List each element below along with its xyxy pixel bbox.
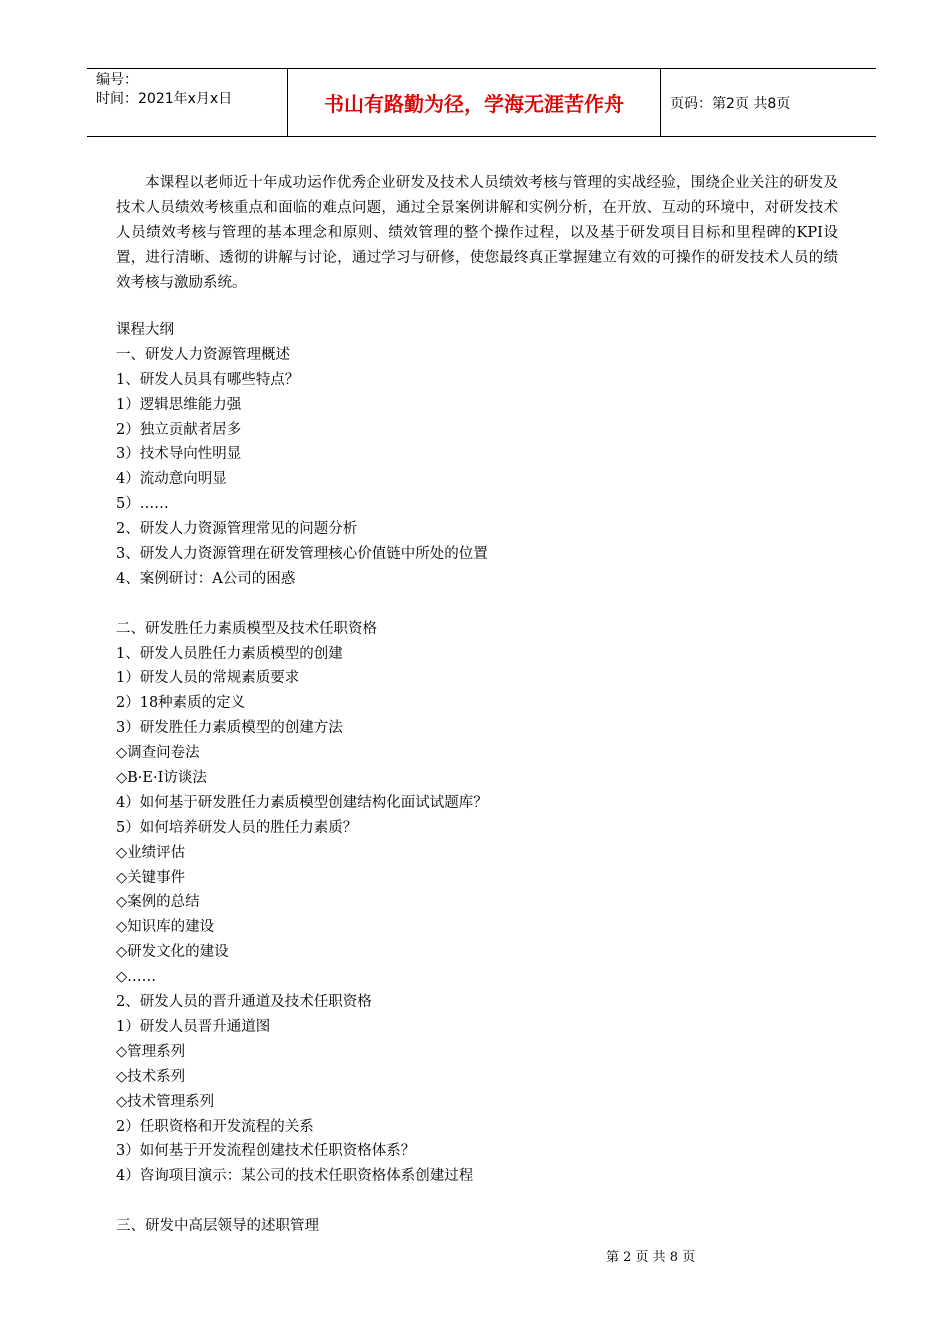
outline-line: 5）…… xyxy=(116,496,169,513)
outline-line: 3、研发人力资源管理在研发管理核心价值链中所处的位置 xyxy=(116,546,488,563)
outline-line: 三、研发中高层领导的述职管理 xyxy=(116,1218,319,1235)
outline-line: ◇…… xyxy=(116,969,157,986)
outline-line: 一、研发人力资源管理概述 xyxy=(116,346,290,363)
outline-line: 1）研发人员晋升通道图 xyxy=(116,1018,271,1035)
outline-line: 2）18种素质的定义 xyxy=(116,695,246,712)
outline-line: ◇技术系列 xyxy=(116,1068,186,1085)
outline-line: 2、研发人员的晋升通道及技术任职资格 xyxy=(116,994,372,1011)
blank-line xyxy=(116,1189,838,1214)
outline-line: ◇B·E·I访谈法 xyxy=(116,770,207,787)
outline-line: 课程大纲 xyxy=(116,322,174,338)
header-page-number: 页码：第2页 共8页 xyxy=(670,95,791,112)
outline-line: 2）任职资格和开发流程的关系 xyxy=(116,1118,314,1135)
blank-line xyxy=(116,592,838,617)
outline-line: 3）如何基于开发流程创建技术任职资格体系？ xyxy=(116,1143,416,1160)
outline-line: ◇案例的总结 xyxy=(116,894,200,911)
outline-line: ◇调查问卷法 xyxy=(116,745,200,762)
outline-line: ◇业绩评估 xyxy=(116,844,186,861)
outline-line: 1、研发人员胜任力素质模型的创建 xyxy=(116,645,343,662)
outline-line: 二、研发胜任力素质模型及技术任职资格 xyxy=(116,620,377,637)
outline-line: 2）独立贡献者居多 xyxy=(116,421,242,438)
outline-line: 1、研发人员具有哪些特点？ xyxy=(116,371,300,388)
outline-line: 4）流动意向明显 xyxy=(116,471,227,488)
outline-line: ◇关键事件 xyxy=(116,869,186,886)
document-date: 时间：2021年x月x日 xyxy=(96,91,233,107)
outline-line: ◇管理系列 xyxy=(116,1043,186,1060)
outline-line: ◇技术管理系列 xyxy=(116,1093,215,1110)
outline-line: 4）如何基于研发胜任力素质模型创建结构化面试试题库？ xyxy=(116,794,488,811)
header-motto: 书山有路勤为径，学海无涯苦作舟 xyxy=(287,69,661,136)
outline-line: 5）如何培养研发人员的胜任力素质？ xyxy=(116,819,358,836)
document-number: 编号： xyxy=(96,72,138,88)
outline-line: ◇知识库的建设 xyxy=(116,919,215,936)
outline-line: 1）研发人员的常规素质要求 xyxy=(116,670,300,687)
page-header xyxy=(87,68,876,137)
outline-line: 3）研发胜任力素质模型的创建方法 xyxy=(116,720,343,737)
outline-line: 1）逻辑思维能力强 xyxy=(116,396,242,413)
outline-line: 4）咨询项目演示：某公司的技术任职资格体系创建过程 xyxy=(116,1168,474,1185)
outline-line: ◇研发文化的建设 xyxy=(116,944,229,961)
course-outline xyxy=(116,318,838,1239)
header-meta xyxy=(87,69,287,136)
outline-line: 4、案例研讨：A公司的困惑 xyxy=(116,570,296,587)
outline-line: 2、研发人力资源管理常见的问题分析 xyxy=(116,521,358,538)
page-footer: 第 2 页 共 8 页 xyxy=(606,1250,696,1265)
outline-line: 3）技术导向性明显 xyxy=(116,446,242,463)
intro-paragraph: 本课程以老师近十年成功运作优秀企业研发及技术人员绩效考核与管理的实战经验，围绕企业关注的研发及技术人员绩效考核重点和面临的难点问题，通过全景案例讲解和实例分析，在开放、互动的环境中，对研发技术人员绩效考核与管理的基本理念和原则、绩效管理的整个操作过程，以及基于研发项目目标和里程碑的KPI设置，进行清晰、透彻的讲解与讨论，通过学习与研修，使您最终真正掌握建立有效的可操作的研发技术人员的绩效考核与激励系统。 xyxy=(116,175,838,291)
